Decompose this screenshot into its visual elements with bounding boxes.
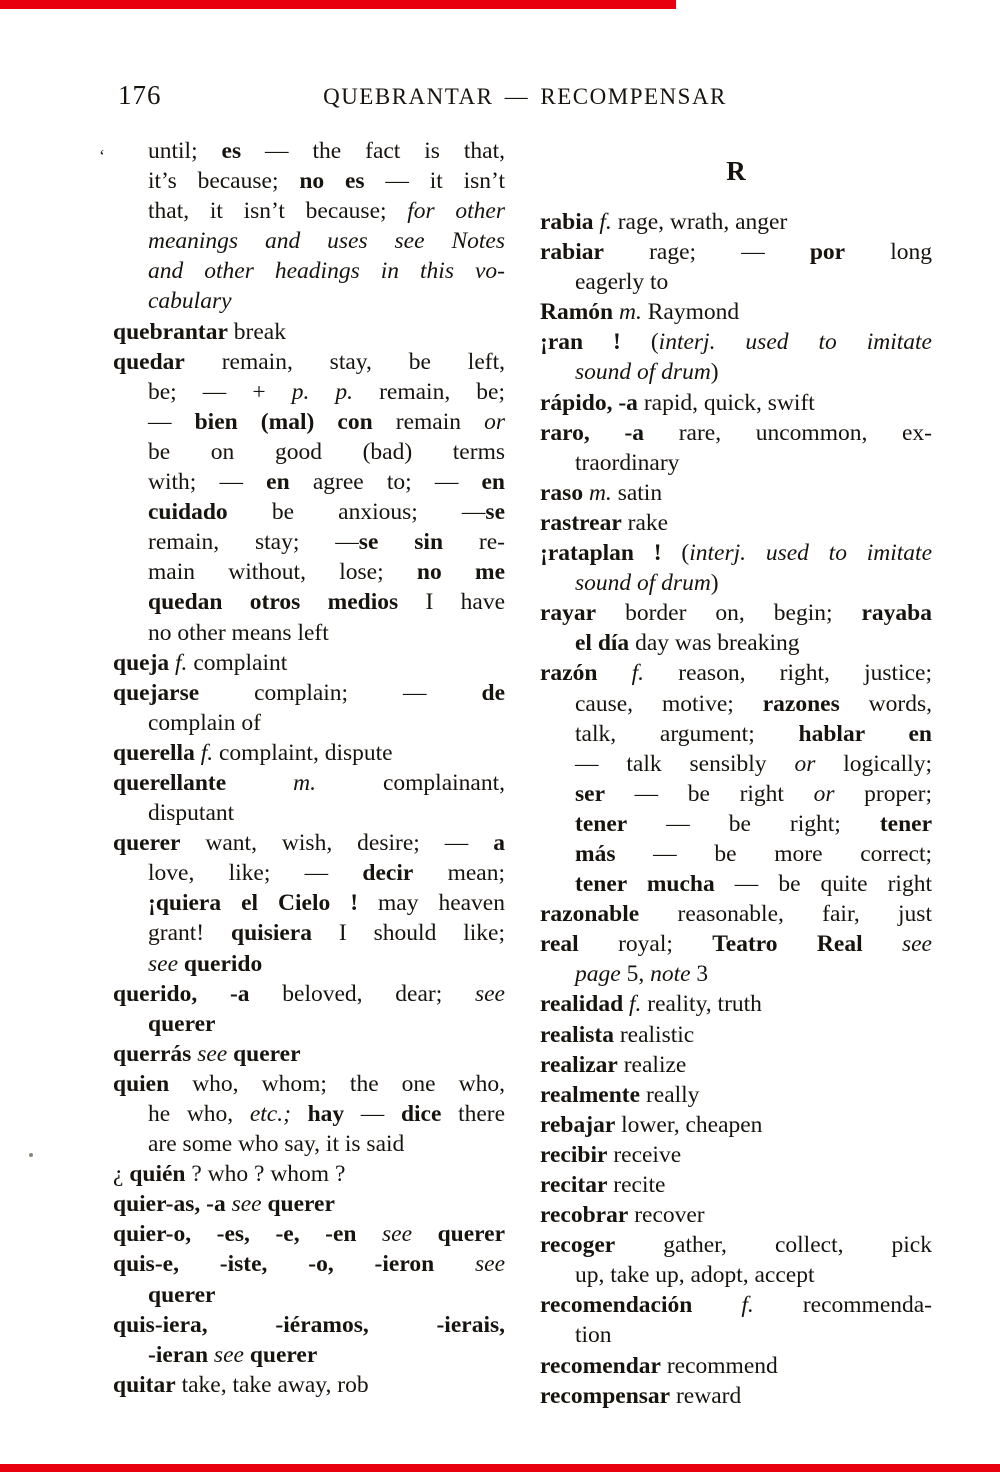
text-run: or [484, 408, 505, 435]
text-line [540, 1381, 932, 1411]
text-run: interj. used to imitate [658, 329, 932, 356]
text-line [113, 888, 505, 918]
text-run: be; — + [148, 378, 292, 405]
text-line [113, 768, 505, 798]
text-line [113, 226, 505, 256]
text-run: ( [661, 540, 690, 567]
text-line [540, 1320, 932, 1350]
text-run: recomendación [540, 1292, 693, 1319]
text-run: querer [437, 1221, 505, 1248]
text-run: interj. used to imitate [689, 540, 932, 567]
text-run: rage; — [603, 239, 810, 266]
text-run: note [650, 961, 691, 988]
text-line [113, 256, 505, 286]
text-run: razonable [540, 901, 640, 928]
text-line [113, 1340, 505, 1370]
text-run: tener [575, 810, 628, 837]
text-line [113, 708, 505, 738]
text-line [113, 527, 505, 557]
text-run: eagerly to [575, 269, 669, 296]
text-run: there [441, 1101, 505, 1127]
text-run: quis-iera, -iéramos, -ierais, [113, 1311, 505, 1338]
text-line [113, 557, 505, 587]
text-run: Teatro Real [712, 931, 863, 958]
text-run: no es [299, 168, 365, 195]
text-line [540, 1260, 932, 1290]
text-run: ) [710, 570, 719, 597]
text-line [113, 467, 505, 497]
text-run: realista [540, 1021, 614, 1048]
text-run: — the fact is that, [241, 138, 505, 164]
text-line [540, 418, 932, 448]
text-run: I have [398, 589, 505, 616]
text-run: querido, -a [113, 980, 250, 1007]
text-run: rastrear [540, 509, 622, 536]
text-line [540, 357, 932, 387]
text-run: f. [629, 991, 642, 1018]
text-run: quis-e, -iste, -o, -ieron [113, 1251, 435, 1278]
right-column [540, 136, 932, 1411]
text-line [540, 779, 932, 809]
text-run: want, wish, desire; — [180, 830, 494, 857]
text-run: rayar [540, 600, 597, 627]
text-run: rebajar [540, 1111, 616, 1138]
text-run: traordinary [575, 449, 680, 476]
text-line [540, 929, 932, 959]
text-run: ( [620, 329, 659, 356]
text-run: or [794, 750, 816, 777]
text-line [540, 1230, 932, 1260]
text-run: recomendar [540, 1352, 661, 1379]
text-run: complaint [187, 649, 288, 676]
text-run: m. [588, 479, 612, 506]
text-run: quien [113, 1070, 170, 1097]
text-run [597, 660, 631, 686]
text-run: see [474, 980, 505, 1007]
text-run: cuidado [148, 499, 228, 526]
text-run: sound of drum [575, 359, 711, 386]
text-run: royal; [578, 931, 713, 958]
text-line [540, 598, 932, 628]
text-run: en [481, 469, 505, 496]
text-run: querido [183, 950, 263, 977]
text-run: — [148, 408, 195, 435]
text-run: más [575, 840, 616, 867]
text-run: querella [113, 739, 195, 766]
text-run: querer [113, 830, 181, 857]
text-run: se sin [358, 529, 444, 556]
text-run: reality, truth [641, 991, 762, 1018]
text-run: proper; [834, 780, 932, 807]
text-run: recite [607, 1172, 666, 1198]
text-run: are some who say, it is said [148, 1131, 405, 1158]
text-run: recitar [540, 1172, 608, 1198]
text-run: words, [839, 690, 932, 717]
text-line [540, 207, 932, 237]
text-run: quedar [113, 348, 185, 375]
text-run: queja [113, 649, 170, 676]
text-run: quejarse [113, 679, 200, 706]
text-line [540, 869, 932, 899]
text-run: receive [607, 1141, 682, 1168]
scan-edge-artifact-bottom [0, 1464, 1000, 1472]
text-run: — be right [605, 780, 814, 807]
text-run: dice [400, 1101, 442, 1127]
text-run: en [266, 469, 290, 496]
text-run: 5, [620, 961, 651, 988]
text-run: remain, stay; — [148, 529, 359, 556]
text-line [113, 347, 505, 377]
page-number: 176 [118, 80, 162, 110]
text-run: recover [628, 1202, 705, 1229]
text-line [540, 388, 932, 418]
text-run: talk, argument; [575, 720, 799, 747]
text-run: up, take up, adopt, accept [575, 1262, 815, 1289]
text-run: it’s because; [148, 168, 300, 195]
text-run: see [901, 931, 932, 958]
text-line [540, 1351, 932, 1381]
text-run: lower, cheapen [615, 1111, 763, 1138]
text-line [113, 858, 505, 888]
text-run: f. [741, 1292, 754, 1319]
text-line [113, 136, 505, 166]
text-run: quebrantar [113, 318, 228, 345]
text-line [540, 1290, 932, 1320]
text-run: mean; [413, 860, 505, 887]
text-run: Raymond [641, 299, 740, 326]
text-line [540, 1020, 932, 1050]
text-line [113, 497, 505, 527]
text-run: f. [175, 649, 188, 676]
text-run: until; [148, 138, 222, 164]
text-run: razón [540, 660, 598, 687]
text-line [113, 1099, 505, 1129]
text-run: ¡quiera el Cielo ! [148, 890, 359, 917]
text-run: long [845, 239, 932, 266]
text-run: raro, -a [540, 419, 645, 446]
text-line [113, 618, 505, 648]
text-run: that, it isn’t because; [148, 198, 408, 225]
text-run: m. [293, 769, 316, 796]
text-line [540, 628, 932, 658]
text-run: he who, [148, 1101, 250, 1127]
text-run: agree to; — [289, 469, 482, 496]
text-run: Ramón [540, 299, 614, 326]
text-run: rayaba [861, 600, 932, 627]
text-run: complainant, [315, 769, 505, 796]
text-run: — be right; [627, 810, 880, 837]
text-line [113, 286, 505, 316]
text-run: complaint, dispute [213, 739, 393, 766]
text-line [540, 1170, 932, 1200]
text-line [113, 437, 505, 467]
text-run: rare, uncommon, ex- [644, 419, 932, 446]
text-line [540, 508, 932, 538]
text-line [113, 196, 505, 226]
text-run: -ieran [148, 1341, 209, 1368]
text-run [356, 1221, 382, 1247]
text-run: be on good (bad) terms [148, 438, 505, 465]
text-run: I should like; [312, 920, 505, 947]
scan-speck-mark: ‘ [99, 146, 105, 166]
text-run: raso [540, 479, 584, 506]
text-run: decir [362, 860, 414, 887]
text-run: cause, motive; [575, 690, 763, 717]
text-run: realizar [540, 1051, 618, 1078]
text-run: meanings and uses see Notes [148, 228, 505, 255]
text-run: ¡ran ! [540, 329, 621, 356]
text-line [113, 1069, 505, 1099]
text-run: page [575, 961, 621, 988]
text-run: f. [631, 660, 645, 687]
text-line [113, 587, 505, 617]
text-run: or [813, 780, 835, 807]
text-run: querer [267, 1191, 335, 1218]
text-line [113, 317, 505, 347]
text-run: rage, wrath, anger [611, 209, 788, 235]
text-run: — [344, 1101, 401, 1127]
text-run: querer [249, 1341, 318, 1368]
text-line [540, 719, 932, 749]
text-line [113, 1310, 505, 1340]
text-line [540, 237, 932, 267]
text-run: recobrar [540, 1202, 629, 1229]
text-line [540, 1200, 932, 1230]
text-run: recommenda- [753, 1292, 932, 1319]
text-run: recoger [540, 1232, 616, 1259]
scan-speck-dot [29, 1153, 33, 1157]
text-run: realmente [540, 1081, 641, 1108]
text-run: border on, begin; [596, 600, 862, 627]
text-run: remain, be; [353, 378, 505, 405]
text-run: ser [575, 780, 606, 807]
text-line [540, 839, 932, 869]
text-run: rabia [540, 209, 594, 235]
text-run: de [481, 679, 505, 706]
text-run: for other [407, 198, 505, 225]
text-run: no other means left [148, 619, 329, 646]
text-run: querrás [113, 1040, 192, 1067]
text-line [540, 1050, 932, 1080]
text-run [692, 1292, 741, 1318]
text-run: quitar [113, 1371, 176, 1398]
text-run: main without, lose; [148, 559, 417, 586]
text-run: — be quite right [714, 871, 932, 898]
text-line [113, 1039, 505, 1069]
text-run: quién [129, 1161, 186, 1188]
text-line [113, 1189, 505, 1219]
text-run: cabulary [148, 288, 232, 315]
text-run: tener mucha [575, 871, 715, 898]
text-run: see [475, 1251, 505, 1278]
text-run [434, 1251, 475, 1277]
text-run: realidad [540, 991, 624, 1018]
text-run: es [221, 138, 242, 164]
text-run: hablar en [798, 720, 932, 747]
section-heading: R [726, 156, 746, 186]
text-run: recommend [660, 1352, 778, 1379]
text-line [540, 989, 932, 1019]
text-run: see [382, 1221, 413, 1248]
text-run: querer [148, 1010, 216, 1037]
text-run: rapid, quick, swift [637, 389, 815, 416]
text-run: sound of drum [575, 570, 711, 597]
text-run: with; — [148, 469, 267, 496]
text-line [113, 648, 505, 678]
text-run: and other headings in this vo- [148, 258, 505, 285]
text-run: realize [617, 1051, 687, 1078]
text-run: recompensar [540, 1382, 671, 1409]
text-run: rabiar [540, 239, 604, 266]
text-run: bien (mal) con [194, 408, 373, 435]
right-column-entries [540, 207, 932, 1411]
text-line [540, 1140, 932, 1170]
text-line [540, 899, 932, 929]
text-line [113, 1219, 505, 1249]
text-line [113, 1129, 505, 1159]
text-line [540, 568, 932, 598]
text-line [540, 959, 932, 989]
text-run: querellante [113, 769, 227, 796]
text-run: m. [619, 299, 642, 326]
text-run: reasonable, fair, just [639, 901, 932, 928]
text-run: who, whom; the one who, [169, 1070, 505, 1097]
text-run: recibir [540, 1141, 608, 1168]
text-run: — be more correct; [615, 840, 932, 867]
text-run: remain [372, 408, 485, 435]
text-run: f. [200, 739, 214, 766]
text-run: complain; — [199, 679, 482, 706]
text-run: tion [575, 1322, 612, 1349]
text-line [540, 658, 932, 688]
text-run: tener [879, 810, 932, 837]
text-line [540, 448, 932, 478]
text-run: day was breaking [629, 630, 800, 657]
text-line [113, 166, 505, 196]
text-run: remain, stay, be left, [184, 348, 505, 375]
text-run: see [148, 950, 179, 977]
text-run: logically; [815, 750, 932, 777]
text-run: ¡rataplan ! [540, 540, 662, 567]
text-line [540, 267, 932, 297]
text-run: may heaven [358, 890, 505, 917]
text-run: ) [710, 359, 719, 386]
text-run: 3 [690, 961, 709, 988]
text-run: satin [611, 479, 663, 506]
text-run [226, 770, 293, 796]
text-run [863, 931, 902, 957]
text-run: ? who ? whom ? [185, 1161, 346, 1188]
text-run: querer [233, 1040, 301, 1067]
text-line [540, 689, 932, 719]
text-run: razones [762, 690, 840, 717]
text-run: por [809, 239, 846, 266]
text-line [113, 1159, 505, 1189]
text-line [113, 1249, 505, 1279]
text-run: really [640, 1081, 700, 1108]
text-run: — it isn’t [364, 168, 505, 195]
text-line [540, 809, 932, 839]
text-line [540, 1080, 932, 1110]
text-run: etc.; [249, 1101, 291, 1127]
text-run: realistic [613, 1021, 695, 1048]
text-run: take, take away, rob [175, 1371, 369, 1398]
text-line [540, 749, 932, 779]
text-line [540, 1110, 932, 1140]
text-line [113, 738, 505, 768]
text-run: see [197, 1040, 228, 1067]
text-run: no me [416, 559, 505, 586]
text-run: quedan otros medios [148, 589, 399, 616]
text-line [113, 377, 505, 407]
text-run: see [213, 1341, 244, 1368]
text-run: p. p. [291, 378, 354, 405]
text-line [113, 798, 505, 828]
text-line [540, 478, 932, 508]
text-run: break [227, 318, 286, 345]
text-line [113, 828, 505, 858]
text-line [113, 1009, 505, 1039]
text-run: quisiera [231, 920, 312, 947]
text-run: beloved, dear; [249, 980, 475, 1007]
text-run: hay [307, 1101, 345, 1127]
scan-edge-artifact-top [0, 0, 676, 9]
text-run: a [493, 830, 505, 857]
text-line [113, 949, 505, 979]
text-line [113, 979, 505, 1009]
text-line [113, 678, 505, 708]
text-line [540, 538, 932, 568]
text-run: reward [670, 1382, 742, 1409]
text-run: el día [575, 630, 630, 657]
text-line [540, 327, 932, 357]
text-run: rápido, -a [540, 389, 638, 416]
text-run: grant! [148, 920, 232, 947]
text-line [540, 297, 932, 327]
text-run: be anxious; — [227, 499, 486, 526]
text-run: love, like; — [148, 860, 363, 887]
text-line [113, 1370, 505, 1400]
text-run: real [540, 931, 579, 958]
text-run: re- [443, 529, 505, 556]
text-run [291, 1101, 308, 1127]
text-run: querer [148, 1281, 216, 1308]
text-run: quier-as, -a [113, 1191, 226, 1218]
text-run: reason, right, justice; [644, 660, 932, 687]
text-run: f. [599, 209, 612, 235]
text-line [113, 918, 505, 948]
text-run: — talk sensibly [575, 750, 795, 777]
left-column [113, 136, 505, 1400]
text-run: complain of [148, 709, 261, 736]
text-run: se [485, 499, 505, 526]
text-run: disputant [148, 800, 235, 827]
text-run: rake [621, 509, 669, 536]
running-title: QUEBRANTAR — RECOMPENSAR [323, 84, 727, 109]
text-run: quier-o, -es, -e, -en [113, 1221, 357, 1248]
text-line [113, 407, 505, 437]
text-run [412, 1221, 438, 1247]
text-line [113, 1280, 505, 1310]
text-run: ¿ [113, 1161, 130, 1188]
text-run: gather, collect, pick [615, 1232, 932, 1259]
text-run: see [231, 1191, 262, 1218]
